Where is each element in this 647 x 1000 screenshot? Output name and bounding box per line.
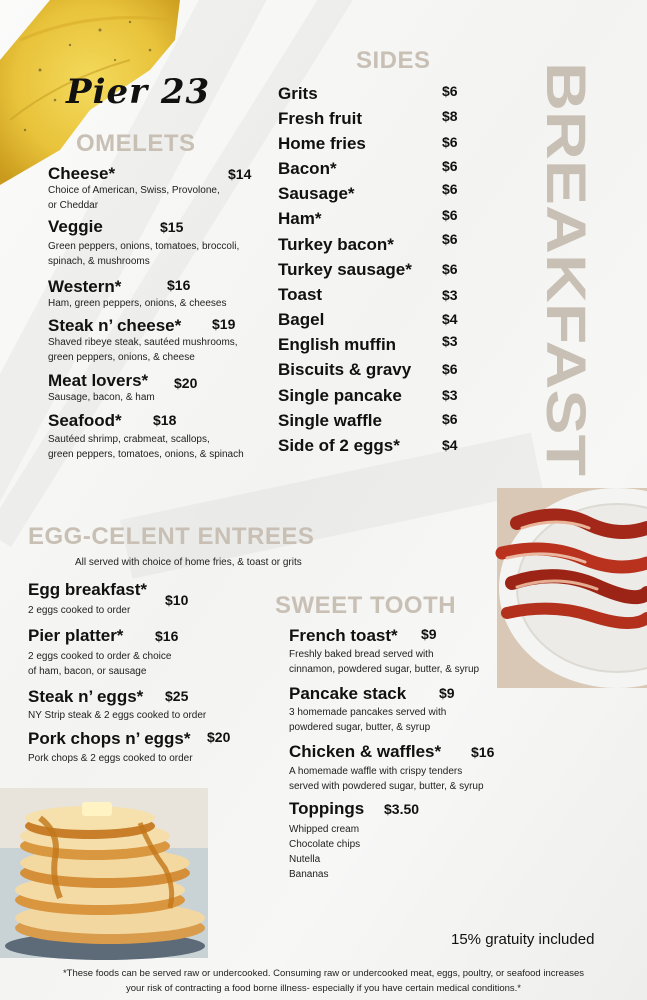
omelet-desc: green peppers, onions, & cheese	[48, 352, 195, 363]
footnote-line: *These foods can be served raw or undercooked. Consuming raw or undercooked meat, eggs, poultry, or seafood increases	[62, 968, 585, 979]
topping-item: Whipped cream	[289, 824, 360, 835]
side-price: $3	[442, 387, 458, 403]
entree-desc: 2 eggs cooked to order	[28, 605, 131, 616]
sweet-desc: powdered sugar, butter, & syrup	[289, 722, 431, 733]
sweet-desc: served with powdered sugar, butter, & syrup	[289, 781, 484, 792]
side-name: English muffin	[278, 335, 397, 354]
side-name: Grits	[278, 84, 318, 103]
side-name: Turkey sausage*	[278, 260, 412, 279]
pancake-photo	[0, 788, 208, 958]
omelet-desc: Shaved ribeye steak, sautéed mushrooms,	[48, 337, 238, 348]
omelet-name: Meat lovers*	[48, 371, 149, 390]
side-price: $4	[442, 311, 458, 327]
side-name: Bagel	[278, 310, 325, 329]
entree-price: $25	[165, 688, 189, 704]
entree-name: Pork chops n’ eggs*	[28, 729, 191, 748]
entree-desc: of ham, bacon, or sausage	[28, 666, 147, 677]
side-price: $6	[442, 158, 458, 174]
entree-price: $16	[155, 628, 179, 644]
entree-price: $20	[207, 729, 231, 745]
entree-name: Steak n’ eggs*	[28, 687, 144, 706]
side-price: $6	[442, 411, 458, 427]
sweet-heading: SWEET TOOTH	[275, 592, 457, 619]
sweet-name: Pancake stack	[289, 684, 407, 703]
sweet-name: Chicken & waffles*	[289, 742, 442, 761]
side-price: $6	[442, 261, 458, 277]
side-name: Sausage*	[278, 184, 355, 203]
topping-item: Chocolate chips	[289, 839, 361, 850]
sweet-desc: A homemade waffle with crispy tenders	[289, 766, 463, 777]
sweet-price: $3.50	[384, 801, 420, 817]
entree-desc: Pork chops & 2 eggs cooked to order	[28, 753, 193, 764]
sweet-price: $9	[439, 685, 455, 701]
footnote-line: your risk of contracting a food borne illness- especially if you have certain medical conditions.*	[126, 983, 521, 994]
topping-item: Bananas	[289, 869, 329, 880]
side-name: Side of 2 eggs*	[278, 436, 400, 455]
entree-desc: 2 eggs cooked to order & choice	[28, 651, 172, 662]
side-name: Turkey bacon*	[278, 235, 394, 254]
side-name: Fresh fruit	[278, 109, 363, 128]
omelet-name: Veggie	[48, 217, 103, 236]
bacon-photo	[497, 488, 647, 688]
sweet-name: French toast*	[289, 626, 398, 645]
sweet-desc: 3 homemade pancakes served with	[289, 707, 447, 718]
gratuity-note: 15% gratuity included	[451, 931, 595, 948]
entrees-heading: EGG-CELENT ENTREES	[28, 523, 315, 550]
sides-heading: SIDES	[356, 47, 431, 74]
omelet-price: $20	[174, 375, 198, 391]
omelet-price: $14	[228, 166, 252, 182]
side-name: Biscuits & gravy	[278, 360, 412, 379]
side-price: $3	[442, 287, 458, 303]
omelet-desc: Sausage, bacon, & ham	[48, 392, 155, 403]
omelet-desc: green peppers, tomatoes, onions, & spinach	[48, 449, 244, 460]
side-price: $4	[442, 437, 458, 453]
omelet-price: $15	[160, 219, 184, 235]
vertical-title-text: BREAKFAST	[535, 62, 598, 405]
side-name: Single pancake	[278, 386, 402, 405]
vertical-title-svg	[535, 62, 598, 482]
side-name: Bacon*	[278, 159, 337, 178]
side-price: $6	[442, 207, 458, 223]
omelets-heading: OMELETS	[76, 130, 196, 157]
side-name: Single waffle	[278, 411, 382, 430]
omelet-name: Steak n’ cheese*	[48, 316, 182, 335]
omelet-desc: or Cheddar	[48, 200, 99, 211]
side-name: Toast	[278, 285, 323, 304]
omelet-desc: Sautéed shrimp, crabmeat, scallops,	[48, 434, 210, 445]
sweet-desc: cinnamon, powdered sugar, butter, & syrup	[289, 664, 480, 675]
sweet-price: $16	[471, 744, 495, 760]
side-name: Home fries	[278, 134, 366, 153]
logo: Pier 23	[66, 72, 211, 112]
entree-price: $10	[165, 592, 189, 608]
omelet-price: $19	[212, 316, 236, 332]
side-price: $6	[442, 231, 458, 247]
sweet-price: $9	[421, 626, 437, 642]
side-price: $6	[442, 361, 458, 377]
omelet-desc: Ham, green peppers, onions, & cheeses	[48, 298, 227, 309]
omelet-desc: spinach, & mushrooms	[48, 256, 150, 267]
sweet-desc: Freshly baked bread served with	[289, 649, 434, 660]
side-name: Ham*	[278, 209, 322, 228]
omelet-price: $18	[153, 412, 177, 428]
entree-name: Egg breakfast*	[28, 580, 148, 599]
omelet-desc: Choice of American, Swiss, Provolone,	[48, 185, 220, 196]
side-price: $6	[442, 83, 458, 99]
side-price: $6	[442, 181, 458, 197]
sweet-name: Toppings	[289, 799, 365, 818]
omelet-name: Cheese*	[48, 164, 116, 183]
entrees-subheading: All served with choice of home fries, & toast or grits	[75, 557, 302, 568]
side-price: $3	[442, 333, 458, 349]
footnote	[0, 966, 647, 996]
omelet-name: Western*	[48, 277, 122, 296]
entree-desc: NY Strip steak & 2 eggs cooked to order	[28, 710, 207, 721]
omelet-price: $16	[167, 277, 191, 293]
topping-item: Nutella	[289, 854, 321, 865]
vertical-title	[535, 62, 598, 482]
side-price: $6	[442, 134, 458, 150]
omelet-desc: Green peppers, onions, tomatoes, broccoli,	[48, 241, 240, 252]
omelet-name: Seafood*	[48, 411, 122, 430]
side-price: $8	[442, 108, 458, 124]
entree-name: Pier platter*	[28, 626, 124, 645]
